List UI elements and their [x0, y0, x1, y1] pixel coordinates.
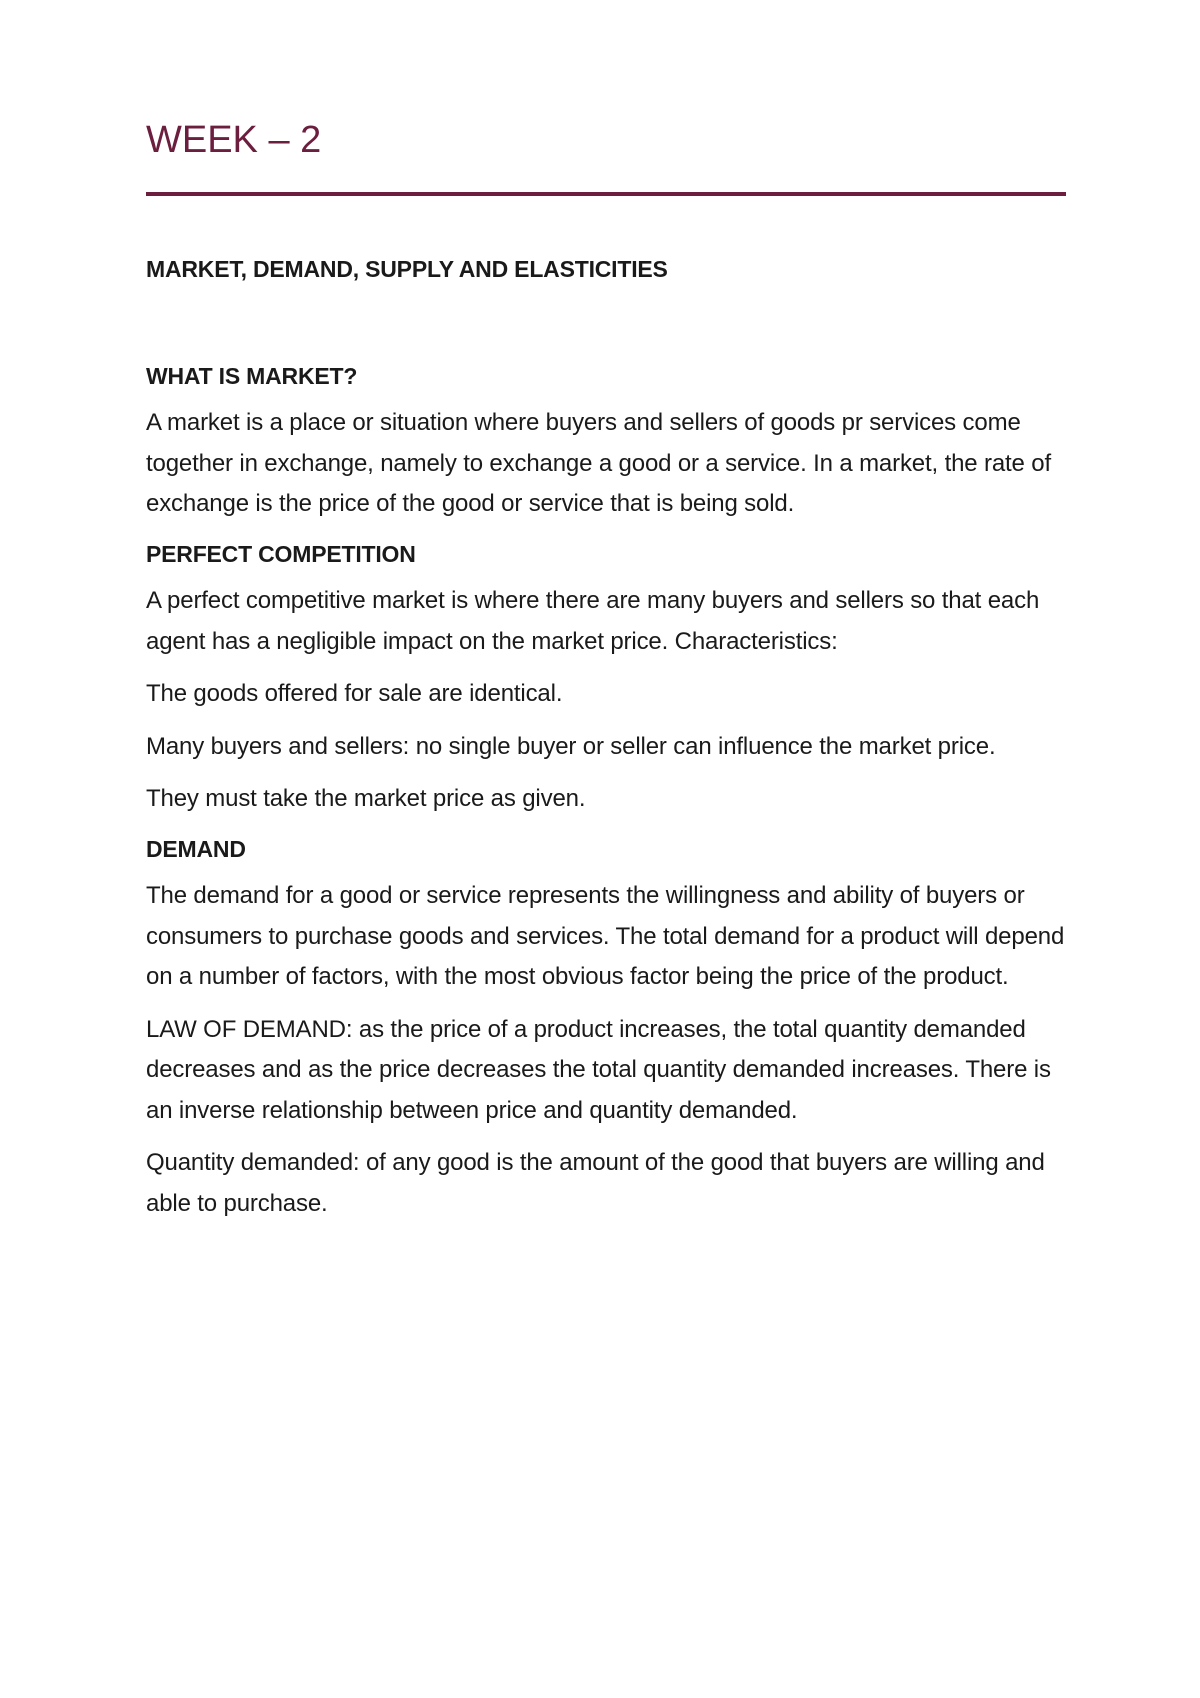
perfect-competition-paragraph: A perfect competitive market is where there are many buyers and sellers so that each agent has a negligible impact on the market price. Characteristics: [146, 587, 1040, 655]
characteristic-identical-goods: The goods offered for sale are identical. [146, 680, 563, 707]
page-title: WEEK – 2 [146, 119, 322, 161]
law-of-demand-paragraph: LAW OF DEMAND: as the price of a product increases, the total quantity demanded decreases and as the price decreases the total quantity demanded increases. There is an inverse relationship between price and quantity demanded. [146, 1015, 1051, 1124]
characteristic-many-buyers-sellers: Many buyers and sellers: no single buyer or seller can influence the market price. [146, 732, 996, 760]
characteristic-price-takers: They must take the market price as given. [146, 785, 586, 812]
document-heading: MARKET, DEMAND, SUPPLY AND ELASTICITIES [146, 256, 668, 282]
demand-paragraph: The demand for a good or service represents the willingness and ability of buyers or consumers to purchase goods and services. The total demand for a product will depend on a number of factors, with the most obvious factor being the price of the product. [146, 882, 1065, 990]
title-divider [146, 192, 1066, 196]
market-paragraph: A market is a place or situation where buyers and sellers of goods pr services come together in exchange, namely to exchange a good or a service. In a market, the rate of exchange is the price of the good or service that is being sold. [146, 409, 1051, 517]
document-body [146, 252, 1066, 1236]
quantity-demanded-paragraph: Quantity demanded: of any good is the amount of the good that buyers are willing and able to purchase. [146, 1149, 1045, 1217]
section-heading-market: WHAT IS MARKET? [146, 362, 358, 389]
section-heading-demand: DEMAND [146, 835, 246, 862]
section-heading-perfect-competition: PERFECT COMPETITION [146, 540, 416, 567]
